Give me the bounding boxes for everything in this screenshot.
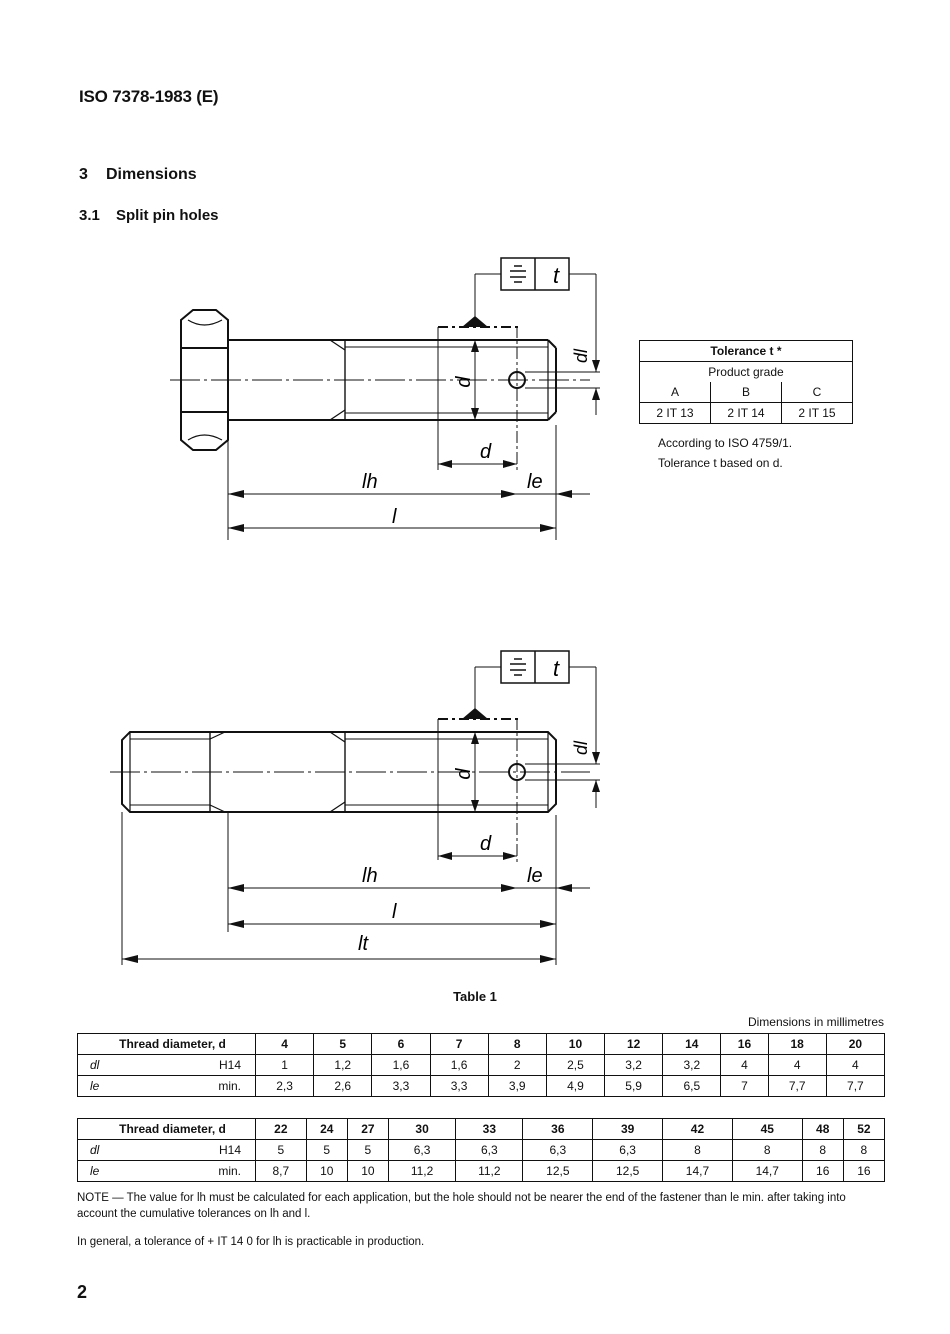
- table-cell: 6,3: [456, 1140, 523, 1161]
- table-cell: 6,3: [388, 1140, 455, 1161]
- table-cell: 18: [768, 1034, 826, 1055]
- dl-label-2: dl: [571, 740, 591, 756]
- table-cell: 8: [663, 1140, 733, 1161]
- table-cell: 14: [663, 1034, 721, 1055]
- tolerance-symbol-2: t: [553, 656, 560, 681]
- l-label-2: l: [392, 901, 397, 923]
- table-cell: 3,3: [372, 1076, 430, 1097]
- d-label-vertical-2: d: [453, 768, 475, 780]
- table-cell: 5: [314, 1034, 372, 1055]
- dl-row: [78, 1055, 885, 1076]
- table-cell: 12: [605, 1034, 663, 1055]
- table-cell: 4: [768, 1055, 826, 1076]
- table-cell: 10: [546, 1034, 604, 1055]
- grade-b-value: 2 IT 14: [711, 403, 782, 424]
- le-qualifier: min.: [218, 1164, 241, 1178]
- le-symbol: le: [90, 1079, 100, 1093]
- table-cell: 45: [732, 1119, 802, 1140]
- table-cell: 4,9: [546, 1076, 604, 1097]
- table-cell: 24: [306, 1119, 347, 1140]
- table-cell: 1,6: [372, 1055, 430, 1076]
- tolerance-title: Tolerance t *: [640, 341, 853, 362]
- table-cell: 16: [802, 1161, 843, 1182]
- table-cell: 7,7: [826, 1076, 884, 1097]
- table-cell: 3,3: [430, 1076, 488, 1097]
- table-cell: 2,6: [314, 1076, 372, 1097]
- le-row-label: [78, 1161, 256, 1182]
- table-cell: 7: [721, 1076, 768, 1097]
- table-cell: 5: [306, 1140, 347, 1161]
- units-note: Dimensions in millimetres: [747, 1015, 884, 1029]
- table-cell: 4: [826, 1055, 884, 1076]
- grade-c: C: [782, 382, 853, 403]
- grade-c-value: 2 IT 15: [782, 403, 853, 424]
- table-cell: 42: [663, 1119, 733, 1140]
- lt-label: lt: [358, 933, 368, 955]
- table-cell: 36: [523, 1119, 593, 1140]
- table-cell: 14,7: [732, 1161, 802, 1182]
- le-row-label: [78, 1076, 256, 1097]
- section-title: Dimensions: [106, 166, 197, 183]
- dl-row-label: [78, 1055, 256, 1076]
- table-cell: 12,5: [593, 1161, 663, 1182]
- thread-diameter-label: Thread diameter, d: [78, 1119, 256, 1140]
- table-cell: 1: [256, 1055, 314, 1076]
- table-cell: 3,2: [605, 1055, 663, 1076]
- tolerance-note-2: Tolerance t based on d.: [658, 456, 783, 470]
- thread-diameter-row: [78, 1034, 885, 1055]
- table-cell: 1,6: [430, 1055, 488, 1076]
- table-cell: 5,9: [605, 1076, 663, 1097]
- page-number: 2: [77, 1282, 88, 1302]
- le-row: [78, 1076, 885, 1097]
- grade-a-value: 2 IT 13: [640, 403, 711, 424]
- lh-label: lh: [362, 471, 378, 493]
- grade-a: A: [640, 382, 711, 403]
- grade-b: B: [711, 382, 782, 403]
- table-cell: 11,2: [388, 1161, 455, 1182]
- table-cell: 20: [826, 1034, 884, 1055]
- table-cell: 6,3: [523, 1140, 593, 1161]
- table-cell: 39: [593, 1119, 663, 1140]
- table-cell: 6,5: [663, 1076, 721, 1097]
- table-cell: 2: [488, 1055, 546, 1076]
- table-cell: 8,7: [256, 1161, 307, 1182]
- thread-diameter-row: [78, 1119, 885, 1140]
- table-cell: 52: [843, 1119, 884, 1140]
- lh-label-2: lh: [362, 865, 378, 887]
- table-cell: 2,3: [256, 1076, 314, 1097]
- table-cell: 7,7: [768, 1076, 826, 1097]
- table-cell: 10: [306, 1161, 347, 1182]
- le-label: le: [527, 471, 543, 493]
- d-label-vertical: d: [453, 376, 475, 388]
- table-cell: 7: [430, 1034, 488, 1055]
- standard-id: ISO 7378-1983 (E): [79, 87, 219, 106]
- dl-row-label: [78, 1140, 256, 1161]
- d-label-2: d: [480, 833, 492, 855]
- tolerance-symbol: t: [553, 263, 560, 288]
- table-cell: 14,7: [663, 1161, 733, 1182]
- le-qualifier: min.: [218, 1079, 241, 1093]
- table-cell: 12,5: [523, 1161, 593, 1182]
- table-note: NOTE — The value for lh must be calculated for each application, but the hole should not be nearer the end of the fastener than le min. after taking into account the cumulative tolerances on lh and l.: [77, 1192, 846, 1220]
- table-cell: 22: [256, 1119, 307, 1140]
- table-caption: Table 1: [453, 989, 497, 1004]
- tolerance-production-note: In general, a tolerance of + IT 14 0 for lh is practicable in production.: [77, 1236, 425, 1248]
- table-cell: 4: [721, 1055, 768, 1076]
- le-symbol: le: [90, 1164, 100, 1178]
- dl-qualifier: H14: [218, 1058, 241, 1072]
- l-label: l: [392, 506, 397, 528]
- tolerance-note-1: According to ISO 4759/1.: [658, 436, 793, 450]
- table-cell: 8: [802, 1140, 843, 1161]
- table-cell: 2,5: [546, 1055, 604, 1076]
- table-cell: 33: [456, 1119, 523, 1140]
- table-cell: 27: [347, 1119, 388, 1140]
- subsection-number: 3.1: [79, 207, 100, 224]
- dimensions-table-part-1: [77, 1033, 885, 1097]
- dl-label: dl: [571, 348, 591, 364]
- table-cell: 48: [802, 1119, 843, 1140]
- dl-symbol: dl: [90, 1058, 100, 1072]
- table-cell: 5: [347, 1140, 388, 1161]
- dl-row: [78, 1140, 885, 1161]
- table-cell: 10: [347, 1161, 388, 1182]
- table-cell: 6: [372, 1034, 430, 1055]
- le-row: [78, 1161, 885, 1182]
- table-cell: 5: [256, 1140, 307, 1161]
- table-cell: 3,9: [488, 1076, 546, 1097]
- subsection-title: Split pin holes: [116, 207, 219, 224]
- dl-symbol: dl: [90, 1143, 100, 1157]
- le-label-2: le: [527, 865, 543, 887]
- section-number: 3: [79, 166, 88, 183]
- dl-qualifier: H14: [218, 1143, 241, 1157]
- table-cell: 11,2: [456, 1161, 523, 1182]
- table-cell: 16: [721, 1034, 768, 1055]
- table-cell: 8: [732, 1140, 802, 1161]
- table-cell: 3,2: [663, 1055, 721, 1076]
- table-cell: 8: [488, 1034, 546, 1055]
- thread-diameter-label: Thread diameter, d: [78, 1034, 256, 1055]
- table-cell: 30: [388, 1119, 455, 1140]
- table-cell: 8: [843, 1140, 884, 1161]
- table-cell: 6,3: [593, 1140, 663, 1161]
- table-cell: 1,2: [314, 1055, 372, 1076]
- d-label: d: [480, 441, 492, 463]
- product-grade-label: Product grade: [640, 362, 853, 383]
- table-cell: 16: [843, 1161, 884, 1182]
- table-cell: 4: [256, 1034, 314, 1055]
- dimensions-table-part-2: [77, 1118, 885, 1182]
